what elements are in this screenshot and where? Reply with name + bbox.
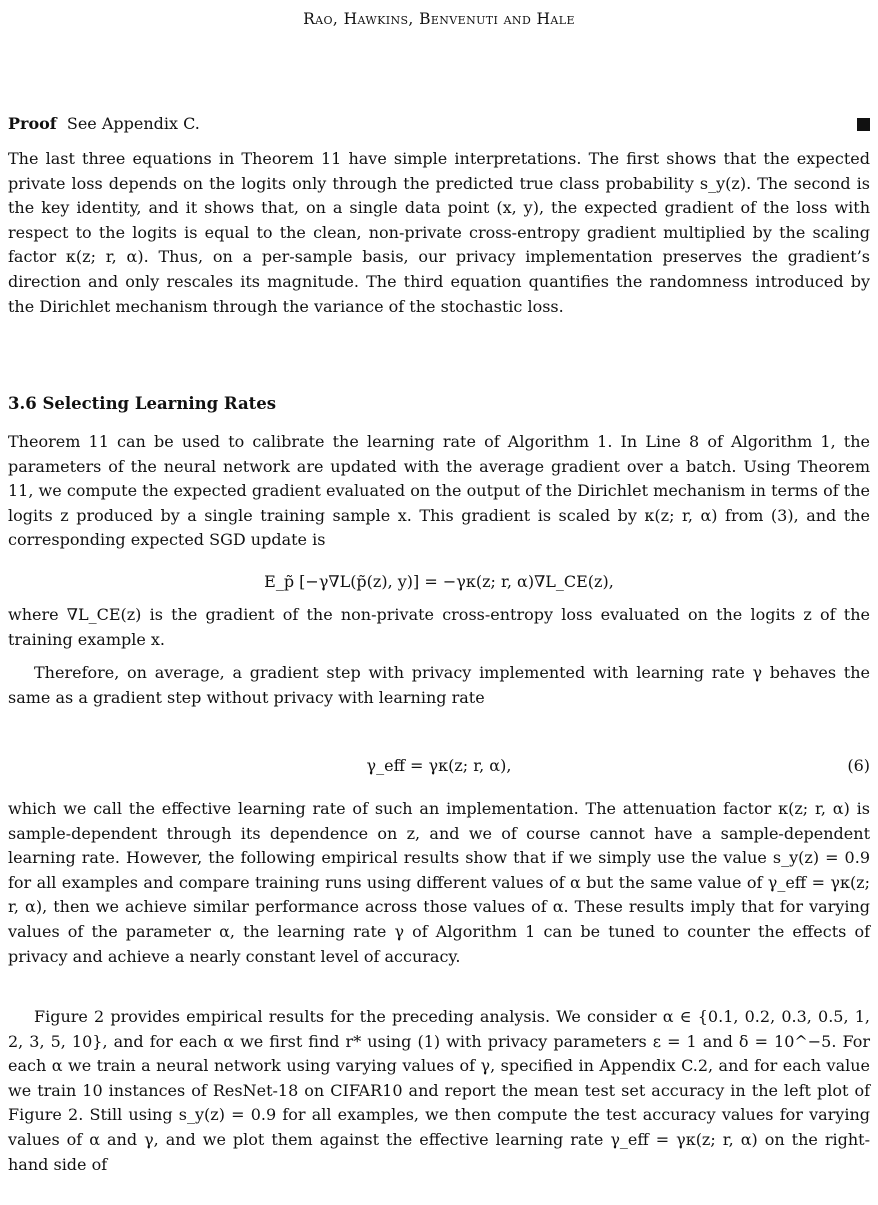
proof-text: See Appendix C. (66, 114, 200, 133)
proof-line (8, 112, 870, 136)
paragraph-interpretations: The last three equations in Theorem 11 have simple interpretations. The first shows that the expected private loss depends on the logits only through the predicted true class probability s_y(z). The second is the key identity, and it shows that, on a single data point (x, y), the expected gradient of the loss with respect to the logits is equal to the clean, non-private cross-entropy gradient multiplied by the scaling factor κ(z; r, α). Thus, on a per-sample basis, our privacy implementation preserves the gradient’s direction and only rescales its magnitude. The third equation quantifies the randomness introduced by the Dirichlet mechanism through the variance of the stochastic loss. (8, 149, 870, 316)
running-head: Rao, Hawkins, Benvenuti and Hale (303, 10, 575, 28)
section-heading: 3.6 Selecting Learning Rates (8, 394, 277, 413)
qed-square-icon (857, 118, 870, 131)
paragraph-figure2: Figure 2 provides empirical results for the preceding analysis. We consider α ∈ {0.1, 0.2, 0.3, 0.5, 1, 2, 3, 5, 10}, and for each α we first find r* using (1) with privacy parameters ε = 1 and δ = 10^−5. For each α we train a neural network using varying values of γ, specified in Appendix C.2, and for each value we train 10 instances of ResNet-18 on CIFAR10 and report the mean test set accuracy in the left plot of Figure 2. Still using s_y(z) = 0.9 for all examples, we then compute the test accuracy values for varying values of α and γ, and we plot them against the effective learning rate γ_eff = γκ(z; r, α) on the right-hand side of (8, 1007, 870, 1174)
paragraph-gradient-def: where ∇L_CE(z) is the gradient of the non-private cross-entropy loss evaluated on the logits z of the training example x. (8, 605, 870, 649)
paragraph-calibrate: Theorem 11 can be used to calibrate the learning rate of Algorithm 1. In Line 8 of Algorithm 1, the parameters of the neural network are updated with the average gradient over a batch. Using Theorem 11, we compute the expected gradient evaluated on the output of the Dirichlet mechanism in terms of the logits z produced by a single training sample x. This gradient is scaled by κ(z; r, α) from (3), and the corresponding expected SGD update is (8, 432, 870, 550)
proof-label: Proof (8, 114, 57, 133)
paragraph-effective-lr: which we call the effective learning rate of such an implementation. The attenuation factor κ(z; r, α) is sample-dependent through its dependence on z, and we of course cannot have a sample-dependent learning rate. However, the following empirical results show that if we simply use the value s_y(z) = 0.9 for all examples and compare training runs using different values of α but the same value of γ_eff = γκ(z; r, α), then we achieve similar performance across those values of α. These results imply that for varying values of the parameter α, the learning rate γ of Algorithm 1 can be tuned to counter the effects of privacy and achieve a nearly constant level of accuracy. (8, 799, 870, 966)
equation-number: (6) (847, 756, 870, 775)
equation-effective-lr (8, 754, 870, 778)
paragraph-average-step: Therefore, on average, a gradient step with privacy implemented with learning rate γ behaves the same as a gradient step without privacy with learning rate (8, 663, 870, 707)
equation-sgd-update: E_p̃ [−γ∇L(p̃(z), y)] = −γκ(z; r, α)∇L_CE(z), (264, 572, 614, 591)
equation-effective-lr-body: γ_eff = γκ(z; r, α), (366, 756, 512, 775)
